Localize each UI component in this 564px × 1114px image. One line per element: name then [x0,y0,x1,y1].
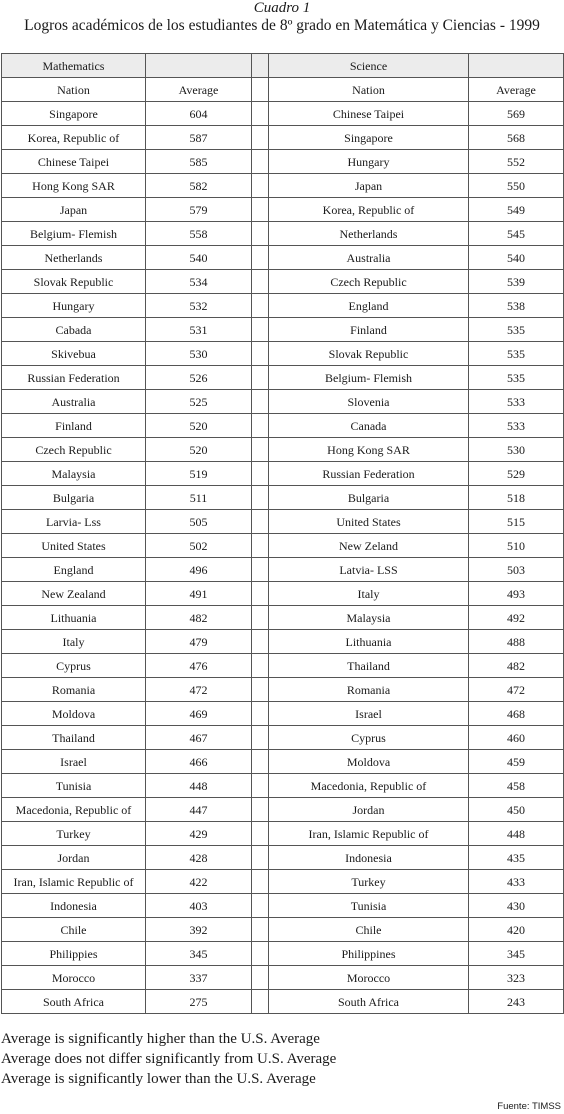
science-nation-cell: Slovenia [269,390,469,414]
math-average-cell: 505 [146,510,252,534]
math-average-cell: 534 [146,270,252,294]
science-average-cell: 430 [469,894,564,918]
science-average-cell: 550 [469,174,564,198]
science-nation-cell: Macedonia, Republic of [269,774,469,798]
science-average-cell: 468 [469,702,564,726]
column-gap [252,222,269,246]
column-gap [252,558,269,582]
science-nation-cell: Bulgaria [269,486,469,510]
column-gap [252,702,269,726]
math-average-cell: 491 [146,582,252,606]
science-nation-cell: Israel [269,702,469,726]
math-average-cell: 502 [146,534,252,558]
math-nation-cell: Cyprus [2,654,146,678]
column-gap [252,198,269,222]
column-gap [252,54,269,78]
math-nation-cell: Lithuania [2,606,146,630]
science-nation-cell: Indonesia [269,846,469,870]
math-average-cell: 520 [146,414,252,438]
table-row [2,246,564,270]
science-nation-cell: England [269,294,469,318]
table-row [2,654,564,678]
math-nation-cell: Israel [2,750,146,774]
science-nation-cell: Malaysia [269,606,469,630]
table-row [2,942,564,966]
table-row [2,486,564,510]
math-nation-cell: Chile [2,918,146,942]
science-nation-cell: Netherlands [269,222,469,246]
math-average-cell: 604 [146,102,252,126]
science-nation-cell: Lithuania [269,630,469,654]
math-nation-cell: Belgium- Flemish [2,222,146,246]
math-nation-cell: Netherlands [2,246,146,270]
math-average-cell: 558 [146,222,252,246]
science-average-cell: 420 [469,918,564,942]
math-average-cell: 532 [146,294,252,318]
math-nation-cell: Cabada [2,318,146,342]
science-average-cell: 458 [469,774,564,798]
table-row [2,726,564,750]
source-note: Fuente: TIMSS [497,1101,561,1112]
math-average-cell: 525 [146,390,252,414]
science-nation-cell: Turkey [269,870,469,894]
math-nation-cell: Russian Federation [2,366,146,390]
table-caption-title: Logros académicos de los estudiantes de 8º grado en Matemática y Ciencias - 1999 [24,17,540,34]
science-nation-cell: Finland [269,318,469,342]
science-average-cell: 493 [469,582,564,606]
table-row [2,534,564,558]
math-nation-cell: Finland [2,414,146,438]
column-gap [252,846,269,870]
column-gap [252,918,269,942]
science-nation-cell: Morocco [269,966,469,990]
science-average-cell: 535 [469,342,564,366]
science-average-cell: 515 [469,510,564,534]
math-average-cell: 496 [146,558,252,582]
science-header-blank [469,54,564,78]
table-row [2,678,564,702]
math-nation-cell: Singapore [2,102,146,126]
column-gap [252,774,269,798]
science-average-cell: 533 [469,414,564,438]
science-average-cell: 492 [469,606,564,630]
mathematics-header: Mathematics [2,54,146,78]
science-nation-cell: New Zeland [269,534,469,558]
science-nation-cell: Jordan [269,798,469,822]
table-group-header-row [2,54,564,78]
science-average-cell: 535 [469,318,564,342]
science-nation-cell: Hungary [269,150,469,174]
science-average-cell: 530 [469,438,564,462]
column-gap [252,294,269,318]
math-average-cell: 403 [146,894,252,918]
table-column-header-row [2,78,564,102]
math-average-cell: 429 [146,822,252,846]
table-row [2,966,564,990]
table-row [2,318,564,342]
math-average-cell: 520 [146,438,252,462]
science-average-cell: 549 [469,198,564,222]
science-average-cell: 448 [469,822,564,846]
math-average-cell: 579 [146,198,252,222]
legend-item-no-difference: Average does not differ significantly from U.S. Average [1,1051,337,1067]
science-average-cell: 460 [469,726,564,750]
science-nation-cell: Korea, Republic of [269,198,469,222]
science-average-cell: 450 [469,798,564,822]
math-nation-cell: Slovak Republic [2,270,146,294]
table-row [2,366,564,390]
math-average-cell: 519 [146,462,252,486]
column-gap [252,342,269,366]
math-average-cell: 466 [146,750,252,774]
science-nation-cell: Thailand [269,654,469,678]
table-row [2,990,564,1014]
science-average-cell: 345 [469,942,564,966]
table-row [2,870,564,894]
column-gap [252,606,269,630]
math-nation-column-header: Nation [2,78,146,102]
table-row [2,894,564,918]
table-row [2,582,564,606]
science-nation-cell: Chinese Taipei [269,102,469,126]
science-nation-cell: Canada [269,414,469,438]
column-gap [252,318,269,342]
math-nation-cell: Malaysia [2,462,146,486]
mathematics-header-blank [146,54,252,78]
science-header: Science [269,54,469,78]
science-average-cell: 518 [469,486,564,510]
table-caption-number: Cuadro 1 [253,0,311,16]
science-nation-cell: Hong Kong SAR [269,438,469,462]
column-gap [252,870,269,894]
results-table [1,53,564,1014]
table-row [2,822,564,846]
science-average-cell: 569 [469,102,564,126]
math-nation-cell: Australia [2,390,146,414]
math-average-cell: 345 [146,942,252,966]
column-gap [252,270,269,294]
column-gap [252,798,269,822]
table-row [2,798,564,822]
column-gap [252,726,269,750]
science-average-cell: 472 [469,678,564,702]
math-nation-cell: Philippies [2,942,146,966]
table-row [2,102,564,126]
column-gap [252,390,269,414]
table-row [2,414,564,438]
science-average-cell: 540 [469,246,564,270]
science-nation-cell: Tunisia [269,894,469,918]
math-nation-cell: Iran, Islamic Republic of [2,870,146,894]
science-nation-cell: United States [269,510,469,534]
science-nation-cell: Iran, Islamic Republic of [269,822,469,846]
math-nation-cell: England [2,558,146,582]
math-nation-cell: Morocco [2,966,146,990]
science-nation-cell: Belgium- Flemish [269,366,469,390]
column-gap [252,414,269,438]
math-nation-cell: Korea, Republic of [2,126,146,150]
science-nation-cell: Moldova [269,750,469,774]
math-nation-cell: Turkey [2,822,146,846]
column-gap [252,174,269,198]
column-gap [252,438,269,462]
math-average-cell: 448 [146,774,252,798]
table-row [2,438,564,462]
math-nation-cell: Larvia- Lss [2,510,146,534]
table-row [2,606,564,630]
math-nation-cell: Bulgaria [2,486,146,510]
column-gap [252,462,269,486]
table-row [2,294,564,318]
science-nation-cell: Singapore [269,126,469,150]
math-average-cell: 428 [146,846,252,870]
science-average-cell: 533 [469,390,564,414]
science-nation-cell: Cyprus [269,726,469,750]
math-average-cell: 275 [146,990,252,1014]
table-row [2,630,564,654]
column-gap [252,750,269,774]
science-average-cell: 323 [469,966,564,990]
table-row [2,342,564,366]
science-average-cell: 552 [469,150,564,174]
table-row [2,846,564,870]
science-nation-cell: Slovak Republic [269,342,469,366]
table-row [2,150,564,174]
table-row [2,198,564,222]
math-average-cell: 511 [146,486,252,510]
table-row [2,270,564,294]
math-nation-cell: Italy [2,630,146,654]
table-row [2,510,564,534]
math-nation-cell: Jordan [2,846,146,870]
math-average-cell: 479 [146,630,252,654]
math-nation-cell: Hungary [2,294,146,318]
math-nation-cell: Skivebua [2,342,146,366]
column-gap [252,966,269,990]
table-row [2,462,564,486]
table-row [2,774,564,798]
science-average-cell: 488 [469,630,564,654]
math-average-cell: 526 [146,366,252,390]
science-average-cell: 568 [469,126,564,150]
legend-item-higher: Average is significantly higher than the U.S. Average [1,1031,320,1047]
science-nation-cell: Australia [269,246,469,270]
column-gap [252,534,269,558]
science-nation-cell: Latvia- LSS [269,558,469,582]
column-gap [252,246,269,270]
math-average-cell: 531 [146,318,252,342]
legend [1,1029,336,1089]
science-average-cell: 510 [469,534,564,558]
math-average-cell: 540 [146,246,252,270]
math-nation-cell: Hong Kong SAR [2,174,146,198]
column-gap [252,582,269,606]
science-average-cell: 538 [469,294,564,318]
math-average-cell: 582 [146,174,252,198]
column-gap [252,894,269,918]
science-nation-column-header: Nation [269,78,469,102]
math-nation-cell: New Zealand [2,582,146,606]
math-average-cell: 476 [146,654,252,678]
science-nation-cell: Philippines [269,942,469,966]
math-average-cell: 337 [146,966,252,990]
science-nation-cell: South Africa [269,990,469,1014]
table-row [2,750,564,774]
table-row [2,918,564,942]
column-gap [252,78,269,102]
column-gap [252,990,269,1014]
science-average-cell: 435 [469,846,564,870]
math-nation-cell: Indonesia [2,894,146,918]
column-gap [252,126,269,150]
math-average-cell: 530 [146,342,252,366]
math-average-cell: 467 [146,726,252,750]
math-nation-cell: Romania [2,678,146,702]
results-table-body [2,54,564,1014]
science-nation-cell: Romania [269,678,469,702]
math-average-column-header: Average [146,78,252,102]
table-row [2,222,564,246]
column-gap [252,654,269,678]
table-row [2,126,564,150]
science-nation-cell: Czech Republic [269,270,469,294]
science-average-cell: 503 [469,558,564,582]
column-gap [252,366,269,390]
math-nation-cell: Macedonia, Republic of [2,798,146,822]
math-average-cell: 585 [146,150,252,174]
math-nation-cell: Thailand [2,726,146,750]
math-nation-cell: United States [2,534,146,558]
math-nation-cell: Tunisia [2,774,146,798]
column-gap [252,486,269,510]
science-average-cell: 545 [469,222,564,246]
column-gap [252,678,269,702]
science-nation-cell: Chile [269,918,469,942]
math-average-cell: 587 [146,126,252,150]
math-nation-cell: Moldova [2,702,146,726]
science-average-column-header: Average [469,78,564,102]
science-nation-cell: Italy [269,582,469,606]
table-row [2,174,564,198]
science-average-cell: 535 [469,366,564,390]
math-nation-cell: Chinese Taipei [2,150,146,174]
math-average-cell: 469 [146,702,252,726]
column-gap [252,822,269,846]
math-average-cell: 482 [146,606,252,630]
science-nation-cell: Japan [269,174,469,198]
table-row [2,390,564,414]
column-gap [252,102,269,126]
science-average-cell: 539 [469,270,564,294]
legend-item-lower: Average is significantly lower than the U.S. Average [1,1071,316,1087]
column-gap [252,510,269,534]
math-average-cell: 392 [146,918,252,942]
column-gap [252,630,269,654]
science-average-cell: 433 [469,870,564,894]
science-average-cell: 243 [469,990,564,1014]
science-average-cell: 529 [469,462,564,486]
science-nation-cell: Russian Federation [269,462,469,486]
column-gap [252,150,269,174]
math-nation-cell: South Africa [2,990,146,1014]
table-row [2,558,564,582]
math-nation-cell: Japan [2,198,146,222]
math-average-cell: 472 [146,678,252,702]
math-average-cell: 447 [146,798,252,822]
science-average-cell: 482 [469,654,564,678]
science-average-cell: 459 [469,750,564,774]
column-gap [252,942,269,966]
table-row [2,702,564,726]
math-nation-cell: Czech Republic [2,438,146,462]
math-average-cell: 422 [146,870,252,894]
